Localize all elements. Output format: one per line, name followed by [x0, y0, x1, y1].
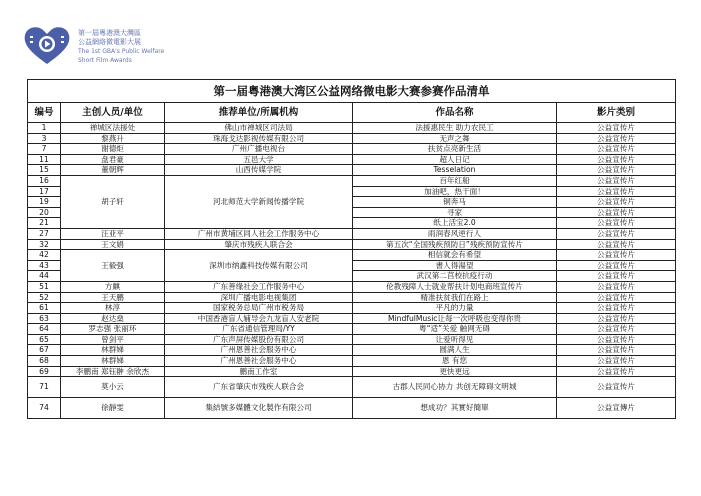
cell-id: 64	[28, 324, 61, 335]
header-organization: 推荐单位/所属机构	[165, 103, 353, 123]
cell-organization: 集結號多媒體文化製作有限公司	[165, 398, 353, 419]
table-row	[28, 313, 676, 324]
cell-id: 15	[28, 165, 61, 176]
cell-organization: 广州市黄埔区同人社会工作服务中心	[165, 228, 353, 239]
table-row	[28, 175, 676, 186]
cell-work-title: Tesselation	[353, 165, 557, 176]
logo-line-3: The 1st GBA's Public Welfare	[78, 48, 165, 55]
table-title: 第一届粤港澳大湾区公益网络微电影大赛参赛作品清单	[28, 80, 676, 103]
cell-creator: 罗志强 张丽环	[61, 324, 165, 335]
cell-organization: 珠海戈达影视传媒有限公司	[165, 133, 353, 144]
cell-work-title: 書人得湯望	[353, 260, 557, 271]
table-row	[28, 165, 676, 176]
table-header-row	[28, 103, 676, 123]
cell-category: 公益宣传片	[557, 228, 676, 239]
cell-creator: 林淳	[61, 303, 165, 314]
cell-creator: 盘君豪	[61, 154, 165, 165]
logo-text	[78, 29, 164, 65]
cell-category: 公益宣传片	[557, 313, 676, 324]
logo-line-2: 公益網絡微電影大展	[78, 38, 141, 46]
cell-id: 71	[28, 377, 61, 398]
table-row	[28, 228, 676, 239]
cell-category: 公益宣传片	[557, 292, 676, 303]
cell-creator: 黎燕升	[61, 133, 165, 144]
cell-id: 17	[28, 186, 61, 197]
cell-creator: 董朝辉	[61, 165, 165, 176]
cell-id: 43	[28, 260, 61, 271]
cell-category: 公益宣传片	[557, 377, 676, 398]
table-row	[28, 345, 676, 356]
cell-category: 公益宣传片	[557, 154, 676, 165]
cell-id: 51	[28, 281, 61, 292]
cell-id: 63	[28, 313, 61, 324]
cell-id: 69	[28, 366, 61, 377]
cell-id: 44	[28, 271, 61, 282]
cell-organization: 河北师范大学新闻传播学院	[165, 175, 353, 228]
table-row	[28, 356, 676, 367]
cell-category: 公益宣传片	[557, 144, 676, 155]
cell-creator: 王毅强	[61, 250, 165, 282]
cell-work-title: 平凡的力量	[353, 303, 557, 314]
cell-category: 公益宣传片	[557, 271, 676, 282]
cell-category: 公益宣传片	[557, 334, 676, 345]
cell-category: 公益宣传片	[557, 133, 676, 144]
cell-creator: 林群娣	[61, 356, 165, 367]
cell-work-title: 想成功？其實好簡單	[353, 398, 557, 419]
cell-work-title: 古郡人民同心协力 共创无障碍文明城	[353, 377, 557, 398]
cell-organization: 广东声屏传媒股份有限公司	[165, 334, 353, 345]
header-category: 影片类别	[557, 103, 676, 123]
cell-work-title: 伦教残障人士就业帮扶计划电商班宣传片	[353, 281, 557, 292]
logo-line-4: Short Film Awards	[78, 57, 132, 64]
cell-category: 公益宣传片	[557, 207, 676, 218]
cell-category: 公益宣传片	[557, 123, 676, 134]
cell-work-title: 相信就会有希望	[353, 250, 557, 261]
cell-work-title: 圆满人生	[353, 345, 557, 356]
cell-id: 7	[28, 144, 61, 155]
cell-category: 公益宣传片	[557, 345, 676, 356]
table-row	[28, 334, 676, 345]
cell-id: 27	[28, 228, 61, 239]
table-row	[28, 303, 676, 314]
cell-id: 16	[28, 175, 61, 186]
cell-organization: 广东省肇庆市残疾人联合会	[165, 377, 353, 398]
cell-id: 67	[28, 345, 61, 356]
cell-work-title: 武汉第二莒校抗疫行动	[353, 271, 557, 282]
cell-creator: 曾剑平	[61, 334, 165, 345]
cell-work-title: 无声之舞	[353, 133, 557, 144]
cell-category: 公益宣传片	[557, 186, 676, 197]
header-creator: 主创人员/单位	[61, 103, 165, 123]
cell-organization: 五邑大学	[165, 154, 353, 165]
cell-organization: 广东善缘社会工作服务中心	[165, 281, 353, 292]
cell-category: 公益宣传片	[557, 197, 676, 208]
cell-work-title: 法援惠民生 助力农民工	[353, 123, 557, 134]
cell-organization: 肇庆市残疾人联合会	[165, 239, 353, 250]
cell-id: 19	[28, 197, 61, 208]
table-row	[28, 377, 676, 398]
cell-work-title: 雨润春风逆行人	[353, 228, 557, 239]
cell-work-title: 寻家	[353, 207, 557, 218]
cell-id: 65	[28, 334, 61, 345]
cell-organization: 国家税务总局广州市税务局	[165, 303, 353, 314]
cell-creator: 李鹏南 郑钰翀 余欣杰	[61, 366, 165, 377]
entries-table	[27, 79, 676, 419]
cell-category: 公益宣传片	[557, 250, 676, 261]
cell-category: 公益宣传片	[557, 366, 676, 377]
table-row	[28, 398, 676, 419]
cell-category: 公益宣传片	[557, 324, 676, 335]
cell-work-title: 铜奔马	[353, 197, 557, 208]
cell-id: 52	[28, 292, 61, 303]
cell-id: 68	[28, 356, 61, 367]
cell-category: 公益宣传片	[557, 175, 676, 186]
cell-organization: 广州恩善社会服务中心	[165, 345, 353, 356]
cell-work-title: 加油吧，热干面！	[353, 186, 557, 197]
cell-organization: 鹏南工作室	[165, 366, 353, 377]
cell-work-title: 粤“适”关爱 触网无碍	[353, 324, 557, 335]
event-logo	[22, 22, 192, 70]
cell-creator: 王文娟	[61, 239, 165, 250]
cell-category: 公益宣传片	[557, 260, 676, 271]
cell-creator: 王天鹏	[61, 292, 165, 303]
cell-organization: 广东省通信管理局/YY	[165, 324, 353, 335]
cell-work-title: MindfulMusic让每一次呼吸也变得你贵	[353, 313, 557, 324]
table-row	[28, 239, 676, 250]
cell-id: 3	[28, 133, 61, 144]
cell-organization: 佛山市禅城区司法局	[165, 123, 353, 134]
header-id: 编号	[28, 103, 61, 123]
cell-creator: 赵达燊	[61, 313, 165, 324]
cell-creator: 林群娣	[61, 345, 165, 356]
cell-category: 公益宣传片	[557, 303, 676, 314]
cell-creator: 莫小云	[61, 377, 165, 398]
table-row	[28, 281, 676, 292]
table-row	[28, 154, 676, 165]
cell-id: 21	[28, 218, 61, 229]
table-row	[28, 250, 676, 261]
cell-organization: 广州恩善社会服务中心	[165, 356, 353, 367]
cell-id: 42	[28, 250, 61, 261]
table-row	[28, 324, 676, 335]
cell-work-title: 恩 有您	[353, 356, 557, 367]
cell-id: 11	[28, 154, 61, 165]
cell-organization: 山西传媒学院	[165, 165, 353, 176]
cell-work-title: 纸上活宝2.0	[353, 218, 557, 229]
cell-creator: 徐靜雯	[61, 398, 165, 419]
heart-film-logo-icon	[22, 24, 72, 66]
cell-creator: 胡子轩	[61, 175, 165, 228]
table-row	[28, 133, 676, 144]
cell-category: 公益宣传片	[557, 165, 676, 176]
cell-work-title: 第五次“全国残疾预防日”残疾预防宣传片	[353, 239, 557, 250]
cell-category: 公益宣传片	[557, 281, 676, 292]
cell-creator: 禅城区法援处	[61, 123, 165, 134]
table-row	[28, 123, 676, 134]
cell-work-title: 让爱听得见	[353, 334, 557, 345]
cell-work-title: 精准扶贫我们在路上	[353, 292, 557, 303]
table-row	[28, 366, 676, 377]
cell-category: 公益宣传片	[557, 356, 676, 367]
table-row	[28, 292, 676, 303]
header-work-title: 作品名称	[353, 103, 557, 123]
cell-organization: 深圳广播电影电视集团	[165, 292, 353, 303]
cell-creator: 方麒	[61, 281, 165, 292]
cell-work-title: 百年红船	[353, 175, 557, 186]
cell-creator: 谢德炬	[61, 144, 165, 155]
cell-id: 74	[28, 398, 61, 419]
cell-work-title: 超人日记	[353, 154, 557, 165]
cell-organization: 广州广播电视台	[165, 144, 353, 155]
cell-organization: 深圳市纳鑫科技传媒有限公司	[165, 250, 353, 282]
cell-work-title: 更快更远	[353, 366, 557, 377]
cell-id: 1	[28, 123, 61, 134]
cell-id: 61	[28, 303, 61, 314]
cell-category: 公益宣传片	[557, 239, 676, 250]
cell-id: 20	[28, 207, 61, 218]
cell-creator: 汪亚平	[61, 228, 165, 239]
cell-category: 公益宣傳片	[557, 398, 676, 419]
cell-organization: 中国香港盲人辅导会九龙盲人安老院	[165, 313, 353, 324]
cell-category: 公益宣传片	[557, 218, 676, 229]
cell-id: 32	[28, 239, 61, 250]
table-row	[28, 144, 676, 155]
logo-line-1: 第一屆粵港澳大灣區	[78, 29, 141, 37]
cell-work-title: 扶贫点亮新生活	[353, 144, 557, 155]
